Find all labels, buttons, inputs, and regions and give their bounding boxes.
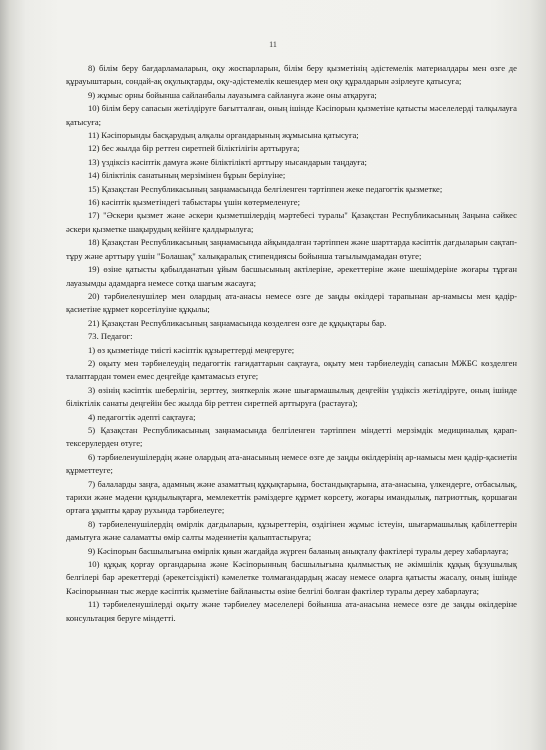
list-item: 7) балаларды заңға, адамның және азаматтың құқықтарына, бостандықтарына, ата-анасына, үлкендерге, отбасылық, тарихи және мәдени құндылықтарға, мемлекеттік рәміздерге құрмет көрсету, жоғары имандылық, патриоттық, қоршаған ортаға ұқыпты қарау рухында тәрбиелеуге;: [66, 478, 517, 516]
list-item: 9) Кәсіпорын басшылығына өмірлік қиын жағдайда жүрген баланың анықталу фактілері туралы дереу хабарлауға;: [88, 545, 509, 556]
list-item: 20) тәрбиеленушілер мен олардың ата-анасы немесе өзге де заңды өкілдері тарапынан ар-намысы мен қадір-қасиетіне құрмет көрсетілуіне құқылы;: [66, 290, 517, 315]
page-number: 11: [269, 40, 277, 49]
list-item: 17) "Әскери қызмет және әскери қызметшілердің мәртебесі туралы" Қазақстан Республикасының Заңына сәйкес әскери қызметке шақырудың кейінге қалдырылуға;: [66, 210, 517, 234]
list-item: 11) тәрбиеленушілерді оқыту және тәрбиелеу мәселелері бойынша ата-анасына немесе өзге де заңды өкілдеріне консультация беруге міндетті.: [66, 599, 517, 623]
list-item: 16) кәсіптік қызметіндегі табыстары үшін көтермеленуге;: [88, 197, 300, 208]
list-item: 19) өзіне қатысты қабылданатын ұйым басшысының актілеріне, әрекеттеріне және шешімдеріне жоғары тұрған лауазымды адамдарға немесе сотқа шағым жасауға;: [66, 264, 517, 288]
list-item: 15) Қазақстан Республикасының заңнамасында белгіленген тәртіппен жеке педагогтік қызметке;: [88, 183, 443, 194]
list-item: 14) біліктілік санатының мерзімінен бұрын берілуіне;: [88, 170, 286, 181]
list-item: 10) білім беру сапасын жетілдіруге бағытталған, оның ішінде Кәсіпорын қызметіне қатысты мәселелерді талқылауға қатысуға;: [66, 103, 517, 127]
document-body: [66, 62, 517, 625]
list-item: 10) құқық қорғау органдарына және Кәсіпорынның басшылығына қылмыстық не әкімшілік құқық бұзушылық белгілері бар әрекеттерді (әрекетсіздікті) кәмелетке толмағандардың жасау немесе оларға қатысты жасалу, оның ішінде Кәсіпорыннан тыс жерде кәсіптік қызметіне байланысты өзіне белгілі болған фактілер туралы дереу хабарлауға;: [66, 559, 517, 596]
list-item: 21) Қазақстан Республикасының заңнамасында көзделген өзге де құқықтары бар.: [88, 317, 387, 328]
list-item: 8) тәрбиеленушілердің өмірлік дағдыларын, құзыреттерін, өздігінен жұмыс істеуін, шығармашылық қабілеттерін дамытуға және саламатты өмір салты мәдениетін қалыптастыруға;: [66, 518, 517, 543]
list-item: 3) өзінің кәсіптік шеберлігін, зерттеу, зияткерлік және шығармашылық деңгейін үздіксіз жетілдіруге, оның ішінде біліктілік санаты деңгейін бес жылда бір реттен сиретпей арттыруға (растауға);: [66, 384, 517, 409]
section-heading: 73. Педагог:: [88, 331, 133, 342]
list-item: 8) білім беру бағдарламаларын, оқу жоспарларын, білім беру қызметінің әдістемелік материалдары мен өзге де құрауыштарын, сондай-ақ оқулықтарды, оқу-әдістемелік кешендер мен оқу құралдарын әзірлеуге қатысуға;: [66, 63, 517, 87]
list-item: 9) жұмыс орны бойынша сайланбалы лауазымға сайлануға және оны атқаруға;: [88, 89, 377, 100]
list-item: 5) Қазақстан Республикасының заңнамасында белгіленген тәртіппен міндетті мерзімдік медициналық қарап-тексерулерден өтуге;: [66, 424, 517, 449]
list-item: 4) педагогтік әдепті сақтауға;: [88, 411, 196, 422]
list-item: 12) бес жылда бір реттен сиретпей біліктілігін арттыруға;: [88, 143, 300, 154]
list-item: 1) өз қызметінде тиісті кәсіптік құзыреттерді меңгеруге;: [88, 344, 295, 355]
list-item: 13) үздіксіз кәсіптік дамуға және біліктілікті арттыру нысандарын таңдауға;: [88, 156, 367, 167]
list-item: 2) оқыту мен тәрбиелеудің педагогтік ғағидаттарын сақтауға, оқыту мен тәрбиелеудің сапасын МЖБС көзделген талаптардан төмен емес деңгейде қамтамасыз етуге;: [66, 357, 517, 382]
list-item: 11) Кәсіпорынды басқарудың алқалы органдарының жұмысына қатысуға;: [88, 130, 359, 141]
list-item: 6) тәрбиеленушілердің және олардың ата-анасының немесе өзге де заңды өкілдерінің ар-намысы мен қадір-қасиетін құрметтеуге;: [66, 451, 517, 476]
list-item: 18) Қазақстан Республикасының заңнамасында айқындалған тәртіппен және шарттарда кәсіптік дағдыларын сақтап-тұру және арттыру үшін "Болашақ" халықаралық стипендиясы бойынша тағылымдамадан өтуге;: [66, 237, 517, 261]
